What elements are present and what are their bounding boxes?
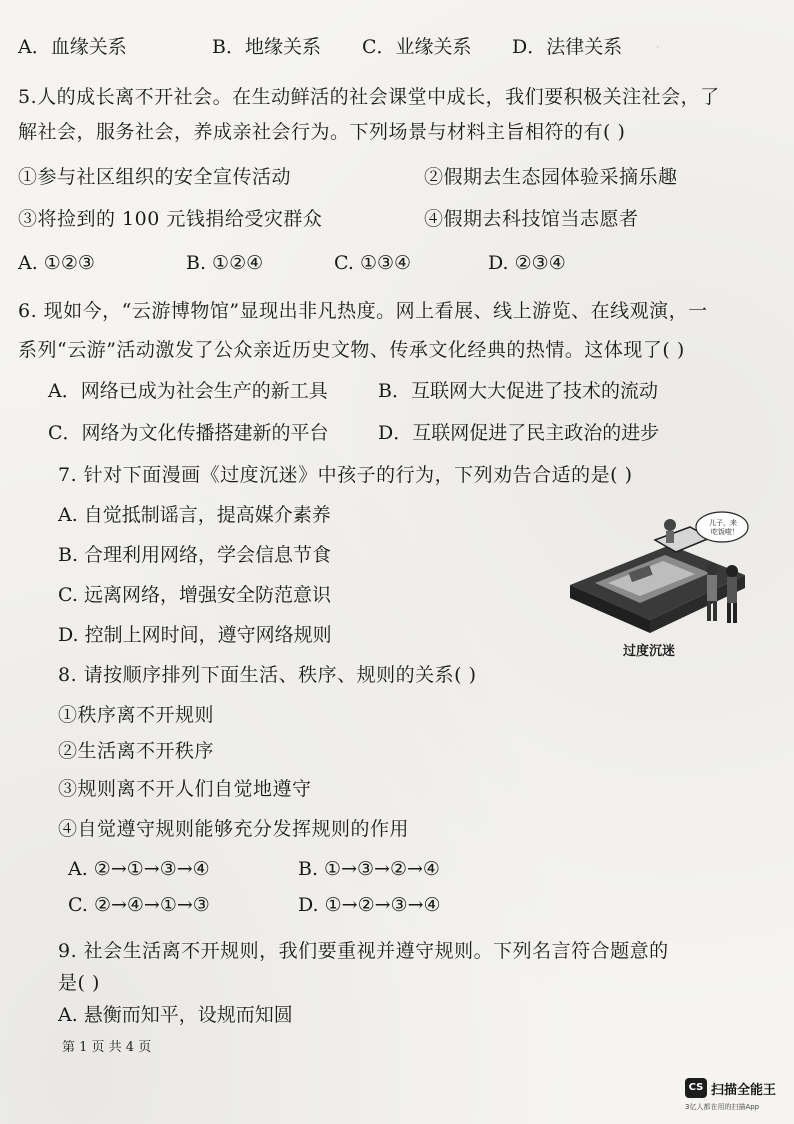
q7-option-c: C. 远离网络，增强安全防范意识 bbox=[58, 584, 331, 606]
q5-option-b: B. ①②④ bbox=[186, 252, 264, 274]
q9-stem-line2: 是( ) bbox=[58, 972, 100, 994]
q5-option-a: A. ①②③ bbox=[18, 252, 95, 274]
speech-bubble bbox=[696, 512, 748, 542]
cs-logo-icon: CS bbox=[685, 1078, 707, 1098]
q7-option-a: A. 自觉抵制谣言，提高媒介素养 bbox=[58, 504, 331, 526]
q4-option-c: C．业缘关系 bbox=[362, 36, 472, 58]
q8-item-2: ②生活离不开秩序 bbox=[58, 740, 215, 762]
page-number: 第 1 页 共 4 页 bbox=[62, 1040, 152, 1055]
q6-option-c: C．网络为文化传播搭建新的平台 bbox=[48, 422, 329, 444]
q8-item-4: ④自觉遵守规则能够充分发挥规则的作用 bbox=[58, 818, 410, 840]
q4-option-d: D．法律关系 bbox=[512, 36, 623, 58]
cartoon-caption: 过度沉迷 bbox=[623, 644, 676, 659]
q6-option-b: B．互联网大大促进了技术的流动 bbox=[378, 380, 658, 402]
svg-text:吃饭啦！: 吃饭啦！ bbox=[711, 528, 739, 536]
q8-stem: 8. 请按顺序排列下面生活、秩序、规则的关系( ) bbox=[58, 664, 477, 686]
q6-stem-line1: 6. 现如今，“云游博物馆”显现出非凡热度。网上看展、线上游览、在线观演，一 bbox=[18, 300, 708, 322]
q5-option-d: D. ②③④ bbox=[488, 252, 566, 274]
cartoon-parent bbox=[726, 565, 738, 577]
q8-option-b: B. ①→③→②→④ bbox=[298, 858, 440, 880]
q5-stem-line2: 解社会，服务社会，养成亲社会行为。下列场景与材料主旨相符的有( ) bbox=[18, 121, 626, 143]
q7-stem: 7. 针对下面漫画《过度沉迷》中孩子的行为，下列劝告合适的是( ) bbox=[58, 464, 633, 486]
q6-option-a: A．网络已成为社会生产的新工具 bbox=[48, 380, 328, 402]
q9-option-a: A. 悬衡而知平，设规而知圆 bbox=[58, 1004, 293, 1026]
bleed-through-text: · bbox=[655, 38, 661, 58]
scanner-watermark bbox=[685, 1078, 790, 1118]
q5-item-1: ①参与社区组织的安全宣传活动 bbox=[18, 166, 292, 188]
q7-option-d: D. 控制上网时间，遵守网络规则 bbox=[58, 624, 332, 646]
cartoon-child bbox=[664, 519, 676, 531]
q5-option-c: C. ①③④ bbox=[334, 252, 412, 274]
svg-text:儿子，来: 儿子，来 bbox=[709, 519, 737, 527]
q8-option-d: D. ①→②→③→④ bbox=[298, 894, 441, 916]
q4-option-b: B．地缘关系 bbox=[212, 36, 321, 58]
q6-stem-line2: 系列“云游”活动激发了公众亲近历史文物、传承文化经典的热情。这体现了( ) bbox=[18, 339, 685, 361]
q5-item-4: ④假期去科技馆当志愿者 bbox=[424, 208, 639, 230]
q5-stem-line1: 5.人的成长离不开社会。在生动鲜活的社会课堂中成长，我们要积极关注社会，了 bbox=[18, 86, 720, 108]
q5-item-2: ②假期去生态园体验采摘乐趣 bbox=[424, 166, 678, 188]
q7-option-b: B. 合理利用网络，学会信息节食 bbox=[58, 544, 332, 566]
q8-item-1: ①秩序离不开规则 bbox=[58, 704, 215, 726]
q6-option-d: D．互联网促进了民主政治的进步 bbox=[378, 422, 660, 444]
cartoon-illustration bbox=[560, 505, 750, 645]
q4-option-a: A．血缘关系 bbox=[18, 36, 127, 58]
q8-item-3: ③规则离不开人们自觉地遵守 bbox=[58, 778, 312, 800]
cartoon-parent bbox=[706, 563, 718, 575]
q8-option-a: A. ②→①→③→④ bbox=[68, 858, 210, 880]
scanner-tagline: 3亿人都在用的扫描App bbox=[685, 1103, 760, 1111]
scanner-app-name: 扫描全能王 bbox=[711, 1083, 777, 1098]
q5-item-3: ③将捡到的 100 元钱捐给受灾群众 bbox=[18, 208, 323, 230]
q9-stem-line1: 9. 社会生活离不开规则，我们要重视并遵守规则。下列名言符合题意的 bbox=[58, 940, 669, 962]
q8-option-c: C. ②→④→①→③ bbox=[68, 894, 210, 916]
